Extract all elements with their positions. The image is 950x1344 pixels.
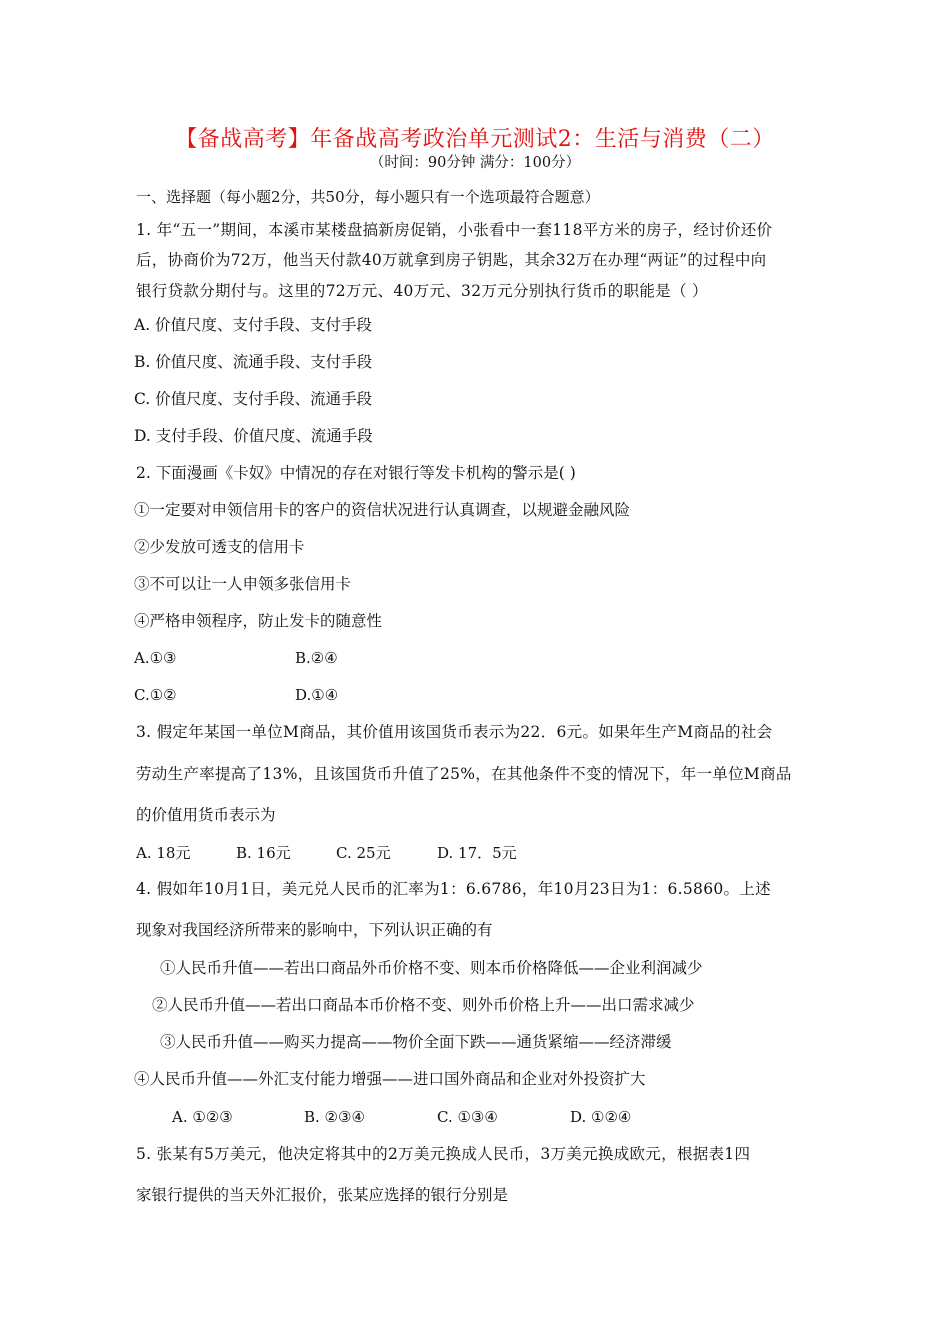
q2-statement-4: ④严格申领程序，防止发卡的随意性	[134, 612, 383, 630]
q3-option-b: B. 16元	[236, 844, 291, 862]
q1-option-d: D. 支付手段、价值尺度、流通手段	[134, 427, 373, 445]
q3-stem-line-3: 的价值用货币表示为	[136, 806, 276, 824]
q1-stem-line-3: 银行贷款分期付与。这里的72万元、40万元、32万元分别执行货币的职能是（ ）	[136, 282, 708, 300]
q1-stem-line-2: 后，协商价为72万，他当天付款40万就拿到房子钥匙，其余32万在办理“两证”的过程中向	[136, 251, 767, 269]
q2-option-b: B.②④	[295, 649, 338, 667]
q2-option-c: C.①②	[134, 686, 177, 704]
q4-stem-line-1: 4. 假如年10月1日，美元兑人民币的汇率为1：6.6786，年10月23日为1：6.5860。上述	[136, 880, 771, 898]
q3-stem-line-2: 劳动生产率提高了13%，且该国货币升值了25%，在其他条件不变的情况下，年一单位M商品	[136, 765, 792, 783]
q4-option-c: C. ①③④	[437, 1108, 498, 1126]
q4-statement-1: ①人民币升值——若出口商品外币价格不变、则本币价格降低——企业利润减少	[160, 959, 703, 977]
q3-option-d: D. 17．5元	[437, 844, 517, 862]
q1-option-c: C. 价值尺度、支付手段、流通手段	[134, 390, 373, 408]
q1-option-b: B. 价值尺度、流通手段、支付手段	[134, 353, 373, 371]
q2-option-a: A.①③	[134, 649, 177, 667]
q4-option-a: A. ①②③	[172, 1108, 233, 1126]
q3-option-a: A. 18元	[136, 844, 191, 862]
q4-stem-line-2: 现象对我国经济所带来的影响中，下列认识正确的有	[136, 921, 493, 939]
q4-option-b: B. ②③④	[304, 1108, 365, 1126]
q4-option-d: D. ①②④	[570, 1108, 632, 1126]
q2-statement-2: ②少发放可透支的信用卡	[134, 538, 305, 556]
exam-info: （时间：90分钟 满分：100分）	[369, 155, 581, 171]
section-heading: 一、选择题（每小题2分，共50分，每小题只有一个选项最符合题意）	[136, 188, 600, 206]
q2-stem: 2. 下面漫画《卡奴》中情况的存在对银行等发卡机构的警示是( )	[136, 464, 576, 482]
q1-stem-line-1: 1. 年“五一”期间，本溪市某楼盘搞新房促销，小张看中一套118平方米的房子，经讨价还价	[136, 221, 773, 239]
q2-statement-1: ①一定要对申领信用卡的客户的资信状况进行认真调查，以规避金融风险	[134, 501, 631, 519]
q5-stem-line-2: 家银行提供的当天外汇报价，张某应选择的银行分别是	[136, 1186, 509, 1204]
q2-statement-3: ③不可以让一人申领多张信用卡	[134, 575, 352, 593]
q3-stem-line-1: 3. 假定年某国一单位M商品，其价值用该国货币表示为22．6元。如果年生产M商品的社会	[136, 723, 773, 741]
q4-statement-3: ③人民币升值——购买力提高——物价全面下跌——通货紧缩——经济滞缓	[160, 1033, 672, 1051]
q5-stem-line-1: 5. 张某有5万美元，他决定将其中的2万美元换成人民币，3万美元换成欧元，根据表1四	[136, 1145, 751, 1163]
q4-statement-4: ④人民币升值——外汇支付能力增强——进口国外商品和企业对外投资扩大	[134, 1070, 646, 1088]
q2-option-d: D.①④	[295, 686, 339, 704]
document-title: 【备战高考】年备战高考政治单元测试2：生活与消费（二）	[175, 127, 775, 152]
q1-option-a: A. 价值尺度、支付手段、支付手段	[134, 316, 373, 334]
q4-statement-2: ②人民币升值——若出口商品本币价格不变、则外币价格上升——出口需求减少	[152, 996, 695, 1014]
q3-option-c: C. 25元	[336, 844, 391, 862]
